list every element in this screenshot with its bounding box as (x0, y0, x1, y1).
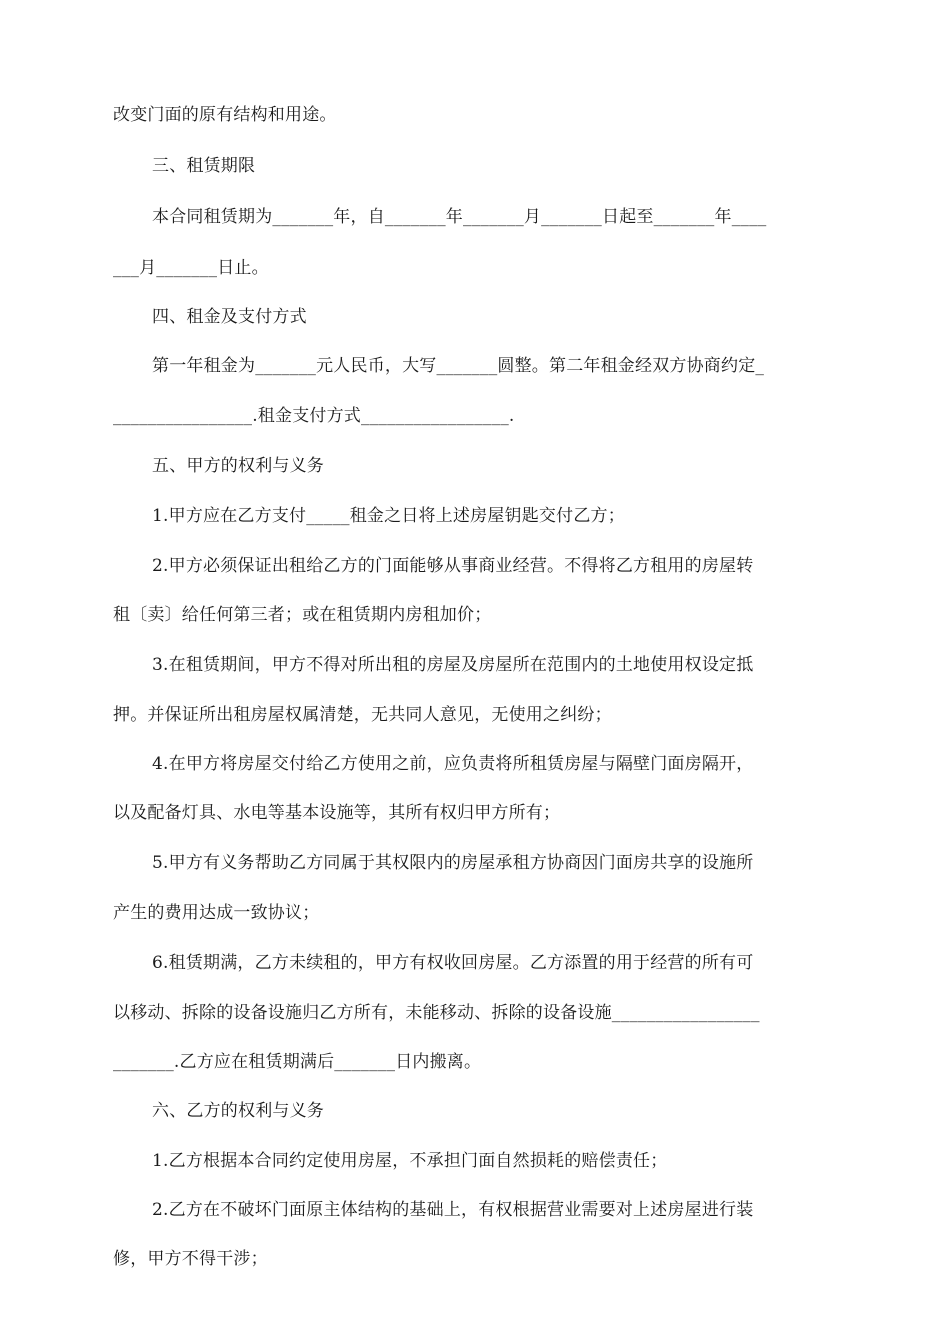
clause-line: 以移动、拆除的设备设施归乙方所有，未能移动、拆除的设备设施_________________ (113, 1003, 760, 1023)
clause-line: 3.在租赁期间，甲方不得对所出租的房屋及房屋所在范围内的土地使用权设定抵 (152, 655, 754, 675)
clause-line: 2.乙方在不破坏门面原主体结构的基础上，有权根据营业需要对上述房屋进行装 (152, 1200, 754, 1220)
clause-line: 4.在甲方将房屋交付给乙方使用之前，应负责将所租赁房屋与隔壁门面房隔开， (152, 754, 754, 774)
clause-line: 1.乙方根据本合同约定使用房屋，不承担门面自然损耗的赔偿责任； (152, 1151, 668, 1171)
clause-line: _______.乙方应在租赁期满后_______日内搬离。 (113, 1052, 482, 1072)
paragraph-continuation: 改变门面的原有结构和用途。 (113, 105, 337, 125)
clause-line: 产生的费用达成一致协议； (113, 903, 320, 923)
clause-line: 1.甲方应在乙方支付_____租金之日将上述房屋钥匙交付乙方； (152, 506, 625, 526)
clause-line: 修，甲方不得干涉； (113, 1249, 268, 1269)
paragraph-line: 本合同租赁期为_______年，自_______年_______月_______日起至_______年____ (152, 207, 767, 227)
paragraph-line: ________________.租金支付方式_________________. (113, 406, 515, 426)
clause-line: 押。并保证所出租房屋权属清楚，无共同人意见，无使用之纠纷； (113, 705, 612, 725)
section-heading-party-b: 六、乙方的权利与义务 (152, 1101, 324, 1121)
clause-line: 租〔卖〕给任何第三者；或在租赁期内房租加价； (113, 605, 492, 625)
clause-line: 2.甲方必须保证出租给乙方的门面能够从事商业经营。不得将乙方租用的房屋转 (152, 556, 754, 576)
paragraph-line: ___月_______日止。 (113, 258, 269, 278)
section-heading-rent: 四、租金及支付方式 (152, 307, 307, 327)
clause-line: 以及配备灯具、水电等基本设施等，其所有权归甲方所有； (113, 803, 561, 823)
section-heading-lease-term: 三、租赁期限 (152, 156, 256, 176)
clause-line: 6.租赁期满，乙方未续租的，甲方有权收回房屋。乙方添置的用于经营的所有可 (152, 953, 754, 973)
paragraph-line: 第一年租金为_______元人民币，大写_______圆整。第二年租金经双方协商约定_ (152, 356, 765, 376)
section-heading-party-a: 五、甲方的权利与义务 (152, 456, 324, 476)
clause-line: 5.甲方有义务帮助乙方同属于其权限内的房屋承租方协商因门面房共享的设施所 (152, 853, 754, 873)
